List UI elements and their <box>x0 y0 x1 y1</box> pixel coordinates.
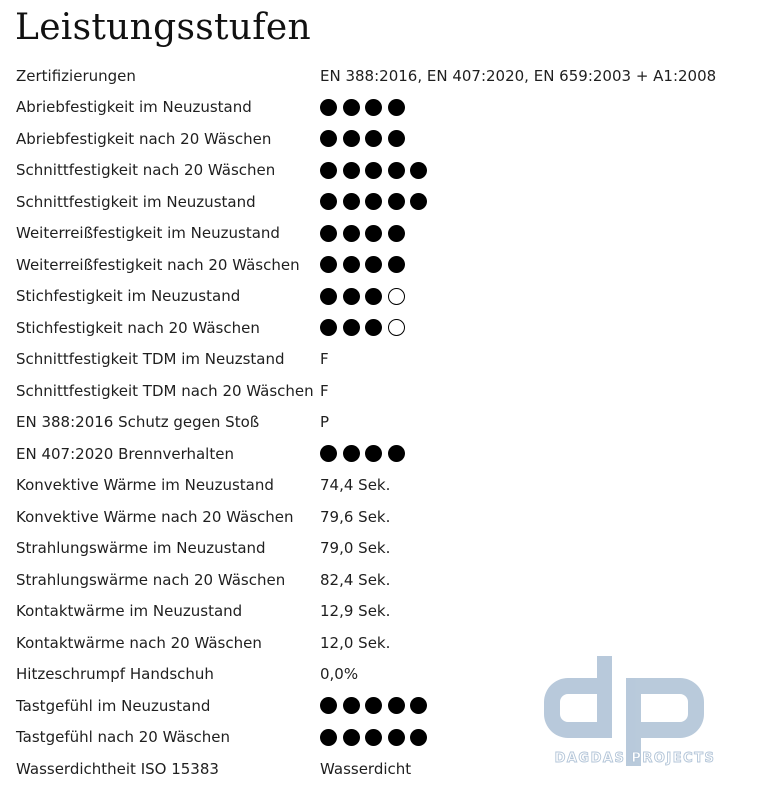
row-label: EN 388:2016 Schutz gegen Stoß <box>16 413 260 432</box>
row-value: 0,0% <box>320 665 359 684</box>
filled-circle-icon <box>365 256 382 273</box>
row-label: Stichfestigkeit nach 20 Wäschen <box>16 318 260 337</box>
table-row <box>16 344 736 376</box>
table-row <box>16 249 736 281</box>
row-value: 82,4 Sek. <box>320 570 391 589</box>
row-label: Abriebfestigkeit im Neuzustand <box>16 98 252 117</box>
filled-circle-icon <box>388 130 405 147</box>
row-label: Zertifizierungen <box>16 66 136 85</box>
watermark-logo <box>535 650 735 775</box>
filled-circle-icon <box>343 99 360 116</box>
filled-circle-icon <box>365 162 382 179</box>
row-value: 12,0 Sek. <box>320 633 391 652</box>
filled-circle-icon <box>343 162 360 179</box>
filled-circle-icon <box>388 225 405 242</box>
filled-circle-icon <box>343 130 360 147</box>
table-row <box>16 123 736 155</box>
filled-circle-icon <box>320 319 337 336</box>
filled-circle-icon <box>320 99 337 116</box>
filled-circle-icon <box>365 288 382 305</box>
rating-dots <box>320 256 736 273</box>
filled-circle-icon <box>410 697 427 714</box>
table-row <box>16 533 736 565</box>
rating-dots <box>320 319 736 336</box>
filled-circle-icon <box>410 193 427 210</box>
filled-circle-icon <box>365 445 382 462</box>
table-row <box>16 312 736 344</box>
row-value: EN 388:2016, EN 407:2020, EN 659:2003 + A1:2008 <box>320 66 717 85</box>
filled-circle-icon <box>388 445 405 462</box>
filled-circle-icon <box>320 256 337 273</box>
table-row <box>16 92 736 124</box>
filled-circle-icon <box>365 225 382 242</box>
row-label: Abriebfestigkeit nach 20 Wäschen <box>16 129 272 148</box>
rating-dots <box>320 225 736 242</box>
filled-circle-icon <box>343 445 360 462</box>
row-label: Wasserdichtheit ISO 15383 <box>16 759 219 778</box>
row-label: Konvektive Wärme im Neuzustand <box>16 476 274 495</box>
table-row <box>16 564 736 596</box>
row-label: Kontaktwärme im Neuzustand <box>16 602 243 621</box>
filled-circle-icon <box>320 288 337 305</box>
table-row <box>16 375 736 407</box>
filled-circle-icon <box>388 193 405 210</box>
filled-circle-icon <box>388 729 405 746</box>
row-label: Tastgefühl nach 20 Wäschen <box>16 728 230 747</box>
table-row <box>16 407 736 439</box>
row-value: 12,9 Sek. <box>320 602 391 621</box>
row-value: F <box>320 350 329 369</box>
filled-circle-icon <box>343 697 360 714</box>
row-label: Strahlungswärme im Neuzustand <box>16 539 266 558</box>
row-value: 79,0 Sek. <box>320 539 391 558</box>
row-label: Schnittfestigkeit im Neuzustand <box>16 192 256 211</box>
table-row <box>16 155 736 187</box>
empty-circle-icon <box>388 288 405 305</box>
filled-circle-icon <box>388 162 405 179</box>
row-label: Weiterreißfestigkeit im Neuzustand <box>16 224 280 243</box>
row-label: Kontaktwärme nach 20 Wäschen <box>16 633 262 652</box>
row-label: Schnittfestigkeit nach 20 Wäschen <box>16 161 276 180</box>
filled-circle-icon <box>365 319 382 336</box>
filled-circle-icon <box>388 697 405 714</box>
filled-circle-icon <box>365 697 382 714</box>
rating-dots <box>320 288 736 305</box>
filled-circle-icon <box>343 193 360 210</box>
filled-circle-icon <box>388 99 405 116</box>
row-value: F <box>320 381 329 400</box>
filled-circle-icon <box>320 729 337 746</box>
table-row <box>16 186 736 218</box>
filled-circle-icon <box>343 225 360 242</box>
row-label: Schnittfestigkeit TDM nach 20 Wäschen <box>16 381 314 400</box>
filled-circle-icon <box>410 729 427 746</box>
rating-dots <box>320 99 736 116</box>
row-label: Tastgefühl im Neuzustand <box>16 696 211 715</box>
rating-dots <box>320 162 736 179</box>
filled-circle-icon <box>343 729 360 746</box>
filled-circle-icon <box>365 99 382 116</box>
rating-dots <box>320 445 736 462</box>
filled-circle-icon <box>320 697 337 714</box>
empty-circle-icon <box>388 319 405 336</box>
table-row <box>16 438 736 470</box>
filled-circle-icon <box>365 130 382 147</box>
filled-circle-icon <box>320 162 337 179</box>
filled-circle-icon <box>320 130 337 147</box>
row-label: Hitzeschrumpf Handschuh <box>16 665 214 684</box>
row-value: Wasserdicht <box>320 759 412 778</box>
filled-circle-icon <box>343 256 360 273</box>
row-label: EN 407:2020 Brennverhalten <box>16 444 234 463</box>
rating-dots <box>320 130 736 147</box>
row-label: Weiterreißfestigkeit nach 20 Wäschen <box>16 255 300 274</box>
filled-circle-icon <box>388 256 405 273</box>
row-label: Stichfestigkeit im Neuzustand <box>16 287 241 306</box>
filled-circle-icon <box>320 193 337 210</box>
filled-circle-icon <box>320 445 337 462</box>
table-row <box>16 60 736 92</box>
filled-circle-icon <box>343 319 360 336</box>
table-row <box>16 281 736 313</box>
rating-dots <box>320 193 736 210</box>
row-label: Strahlungswärme nach 20 Wäschen <box>16 570 286 589</box>
row-value: P <box>320 413 330 432</box>
row-label: Konvektive Wärme nach 20 Wäschen <box>16 507 294 526</box>
filled-circle-icon <box>320 225 337 242</box>
table-row <box>16 501 736 533</box>
row-value: 79,6 Sek. <box>320 507 391 526</box>
table-row <box>16 218 736 250</box>
filled-circle-icon <box>343 288 360 305</box>
table-row <box>16 470 736 502</box>
filled-circle-icon <box>410 162 427 179</box>
watermark-caption: DAGDAS PROJECTS <box>554 751 716 766</box>
row-label: Schnittfestigkeit TDM im Neuzstand <box>16 350 285 369</box>
table-row <box>16 596 736 628</box>
row-value: 74,4 Sek. <box>320 476 391 495</box>
page-title: Leistungsstufen <box>15 7 311 48</box>
filled-circle-icon <box>365 729 382 746</box>
filled-circle-icon <box>365 193 382 210</box>
